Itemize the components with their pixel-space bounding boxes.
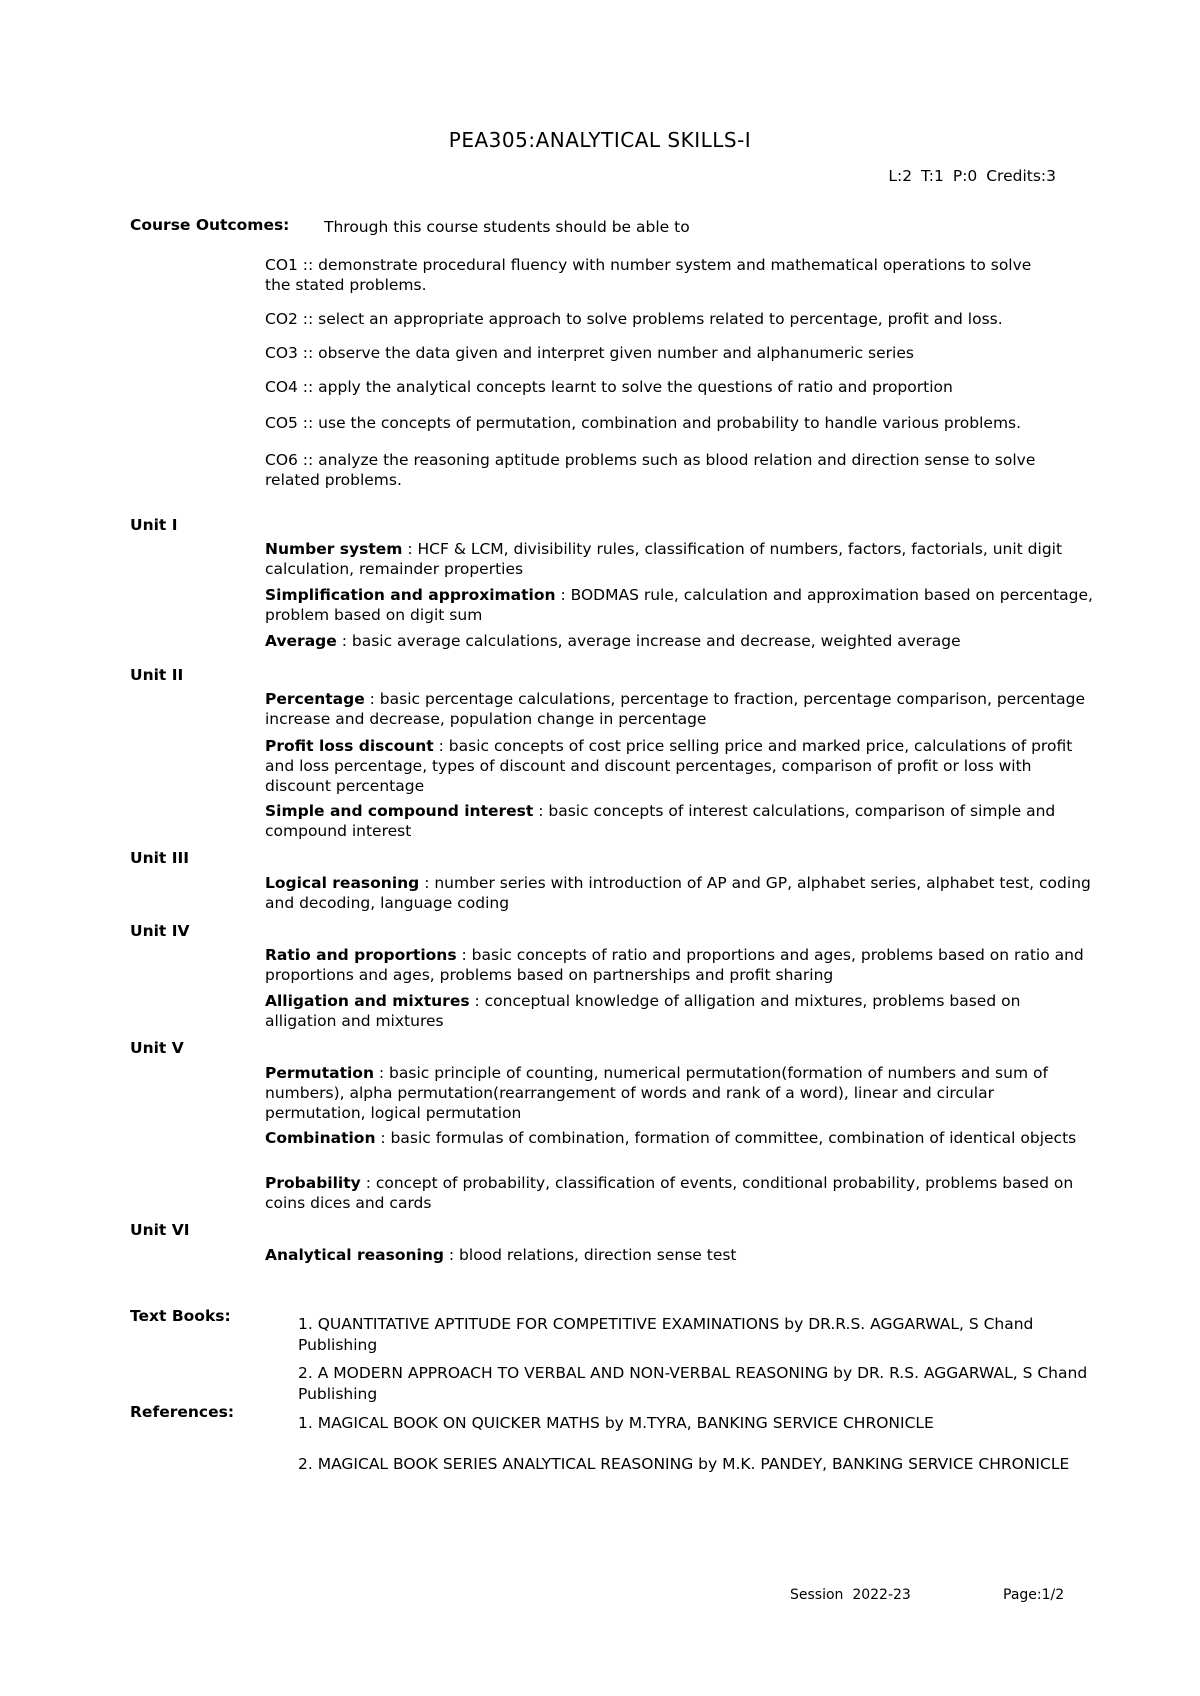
topic-name: Number system — [265, 540, 403, 558]
course-outcome-4: CO4 :: apply the analytical concepts learnt to solve the questions of ratio and proportion — [265, 378, 953, 396]
topic-name: Simplification and approximation — [265, 586, 556, 604]
reference-1: 1. MAGICAL BOOK ON QUICKER MATHS by M.TYRA, BANKING SERVICE CHRONICLE — [298, 1414, 934, 1432]
topic-name: Profit loss discount — [265, 737, 434, 755]
lecture-hours: L:2 — [888, 167, 913, 185]
topic-description: : basic concepts of cost price selling price and marked price, calculations of profit and loss percentage, types of discount and discount percentages, comparison of profit or loss with discount percentage — [265, 737, 1073, 795]
course-outcome-2: CO2 :: select an appropriate approach to solve problems related to percentage, profit and loss. — [265, 310, 1003, 328]
ltp-credits — [700, 167, 1056, 185]
topic-name: Ratio and proportions — [265, 946, 457, 964]
text-book-1: 1. QUANTITATIVE APTITUDE FOR COMPETITIVE EXAMINATIONS by DR.R.S. AGGARWAL, S Chand Publishing — [298, 1315, 1034, 1354]
topic-description: : BODMAS rule, calculation and approximation based on percentage, problem based on digit sum — [265, 586, 1093, 624]
unit-label: Unit IV — [130, 922, 190, 940]
unit-topic — [265, 585, 1095, 625]
unit-topic — [265, 1245, 1095, 1265]
course-outcomes-label: Course Outcomes: — [130, 216, 290, 234]
topic-description: : HCF & LCM, divisibility rules, classification of numbers, factors, factorials, unit digit calculation, remainder properties — [265, 540, 1063, 578]
unit-topic — [265, 631, 1095, 651]
unit-label: Unit I — [130, 516, 178, 534]
topic-name: Probability — [265, 1174, 361, 1192]
course-outcome-3: CO3 :: observe the data given and interpret given number and alphanumeric series — [265, 344, 914, 362]
unit-label: Unit V — [130, 1039, 184, 1057]
reference-2: 2. MAGICAL BOOK SERIES ANALYTICAL REASONING by M.K. PANDEY, BANKING SERVICE CHRONICLE — [298, 1455, 1070, 1473]
course-outcomes-intro: Through this course students should be able to — [324, 218, 690, 236]
course-title: PEA305:ANALYTICAL SKILLS-I — [448, 128, 752, 152]
text-book-2: 2. A MODERN APPROACH TO VERBAL AND NON-VERBAL REASONING by DR. R.S. AGGARWAL, S Chand Publishing — [298, 1364, 1088, 1403]
course-outcome-6: CO6 :: analyze the reasoning aptitude problems such as blood relation and direction sense to solve related problems. — [265, 451, 1036, 489]
course-outcome-5: CO5 :: use the concepts of permutation, combination and probability to handle various problems. — [265, 414, 1022, 432]
topic-name: Combination — [265, 1129, 376, 1147]
unit-label: Unit VI — [130, 1221, 190, 1239]
topic-name: Analytical reasoning — [265, 1246, 444, 1264]
unit-topic — [265, 1128, 1095, 1148]
unit-topic — [265, 1063, 1095, 1123]
unit-topic — [265, 991, 1095, 1031]
unit-topic — [265, 801, 1095, 841]
unit-topic — [265, 873, 1095, 913]
unit-topic — [265, 736, 1095, 796]
text-books-label: Text Books: — [130, 1307, 231, 1325]
references-label: References: — [130, 1403, 235, 1421]
topic-description: : basic concepts of interest calculations, comparison of simple and compound interest — [265, 802, 1056, 840]
topic-description: : basic percentage calculations, percentage to fraction, percentage comparison, percentage increase and decrease, population change in percentage — [265, 690, 1086, 728]
topic-name: Permutation — [265, 1064, 374, 1082]
topic-description: : blood relations, direction sense test — [443, 1246, 737, 1264]
page-number: Page:1/2 — [1003, 1587, 1065, 1603]
topic-description: : basic principle of counting, numerical permutation(formation of numbers and sum of numbers), alpha permutation(rearrangement of words and rank of a word), linear and circular permutation, logical permutation — [265, 1064, 1048, 1122]
credits: Credits:3 — [986, 167, 1056, 185]
topic-name: Logical reasoning — [265, 874, 420, 892]
topic-description: : concept of probability, classification of events, conditional probability, problems based on coins dices and cards — [265, 1174, 1074, 1212]
unit-topic — [265, 689, 1095, 729]
practical-hours: P:0 — [952, 167, 978, 185]
topic-name: Average — [265, 632, 337, 650]
course-outcome-1: CO1 :: demonstrate procedural fluency with number system and mathematical operations to solve the stated problems. — [265, 256, 1032, 294]
topic-description: : basic formulas of combination, formation of committee, combination of identical objects — [375, 1129, 1077, 1147]
topic-description: : basic concepts of ratio and proportions and ages, problems based on ratio and proportions and ages, problems based on partnerships and profit sharing — [265, 946, 1084, 984]
topic-name: Percentage — [265, 690, 365, 708]
topic-name: Alligation and mixtures — [265, 992, 470, 1010]
unit-label: Unit II — [130, 666, 184, 684]
unit-topic — [265, 539, 1095, 579]
session-label: Session 2022-23 — [790, 1587, 911, 1603]
topic-name: Simple and compound interest — [265, 802, 534, 820]
topic-description: : conceptual knowledge of alligation and mixtures, problems based on alligation and mixtures — [265, 992, 1021, 1030]
unit-topic — [265, 1173, 1095, 1213]
tutorial-hours: T:1 — [921, 167, 944, 185]
unit-label: Unit III — [130, 849, 190, 867]
topic-description: : basic average calculations, average increase and decrease, weighted average — [336, 632, 961, 650]
unit-topic — [265, 945, 1095, 985]
topic-description: : number series with introduction of AP and GP, alphabet series, alphabet test, coding and decoding, language coding — [265, 874, 1091, 912]
